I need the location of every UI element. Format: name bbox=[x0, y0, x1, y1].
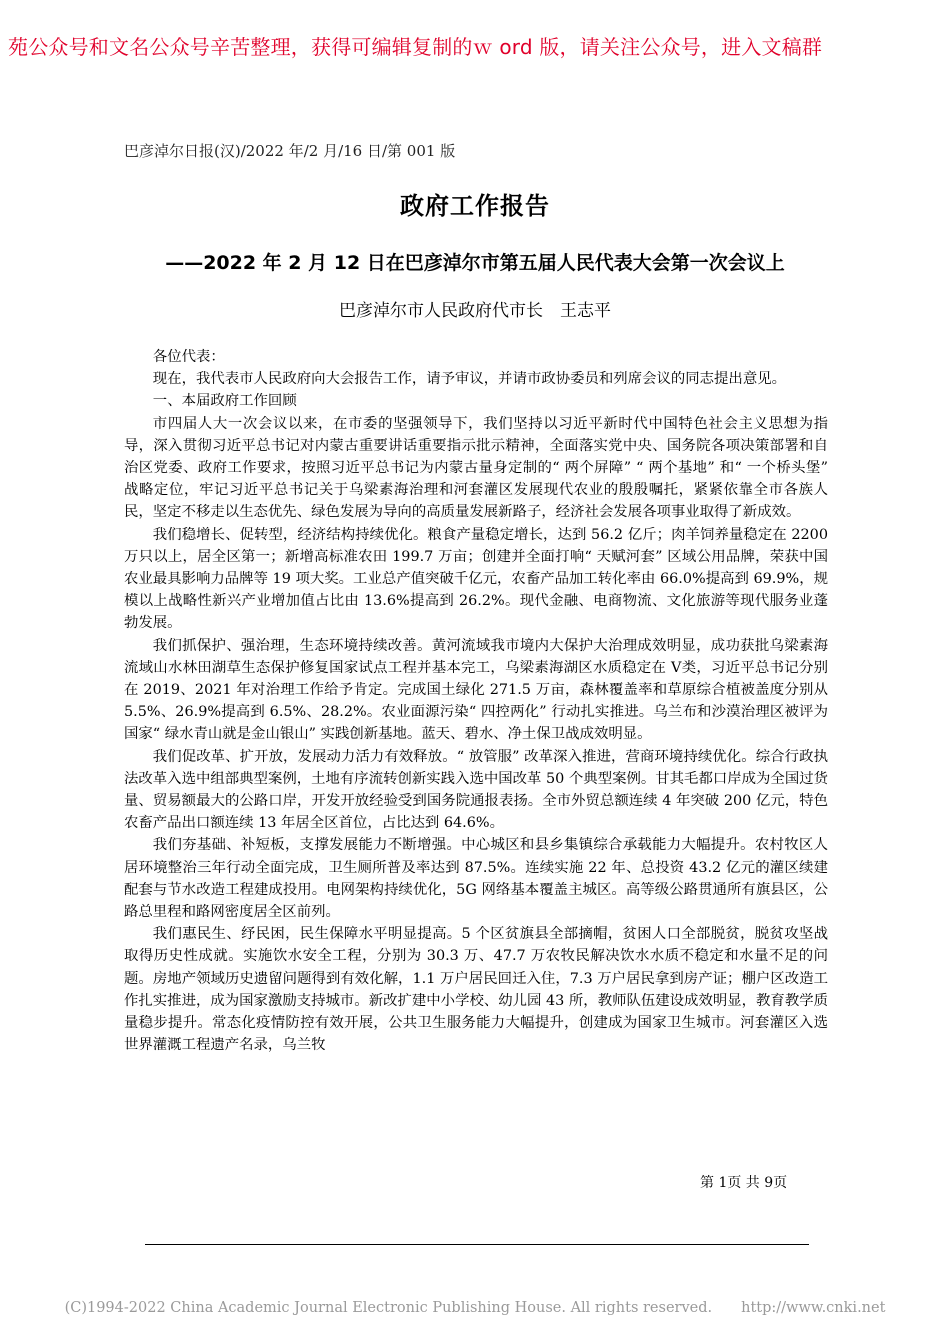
page-number: 第 1页 共 9页 bbox=[700, 1175, 788, 1191]
footer-divider bbox=[145, 1244, 809, 1245]
page-subtitle: ——2022 年 2 月 12 日在巴彦淖尔市第五届人民代表大会第一次会议上 bbox=[165, 252, 785, 274]
paragraph: 市四届人大一次会议以来，在市委的坚强领导下，我们坚持以习近平新时代中国特色社会主义思想为指导，深入贯彻习近平总书记对内蒙古重要讲话重要指示批示精神，全面落实党中央、国务院各项决策部署和自治区党委、政府工作要求，按照习近平总书记为内蒙古量身定制的“ 两个屏障” “ 两个基地” 和“ 一个桥头堡” 战略定位，牢记习近平总书记关于乌梁素海治理和河套灌区发展现代农业的殷殷嘱托，紧紧依靠全市各族人民，坚定不移走以生态优先、绿色发展为导向的高质量发展新路子，经济社会发展各项事业取得了新成效。 bbox=[124, 415, 828, 521]
promo-banner: 苑公众号和文名公众号辛苦整理，获得可编辑复制的ｗ ord 版，请关注公众号，进入文稿群 bbox=[8, 35, 823, 59]
paragraph: 我们惠民生、纾民困，民生保障水平明显提高。5 个区贫旗县全部摘帽，贫困人口全部脱贫，脱贫攻坚战取得历史性成就。实施饮水安全工程，分别为 30.3 万、47.7 万农牧民解决饮水水质不稳定和水量不足的问题。房地产领域历史遗留问题得到有效化解，1.1 万户居民回迁入住，7.3 万户居民拿到房产证；棚户区改造工作扎实推进，成为国家激励支持城市。新改扩建中小学校、幼儿园 43 所，教师队伍建设成效明显，教育教学质量稳步提升。常态化疫情防控有效开展，公共卫生服务能力大幅提升，创建成为国家卫生城市。河套灌区入选世界灌溉工程遗产名录，乌兰牧 bbox=[124, 926, 828, 1054]
section-heading: 一、本届政府工作回顾 bbox=[152, 393, 297, 410]
page-title: 政府工作报告 bbox=[400, 192, 550, 220]
document-body bbox=[124, 346, 828, 1057]
source-line: 巴彦淖尔日报(汉)/2022 年/2 月/16 日/第 001 版 bbox=[124, 142, 456, 160]
paragraph: 现在，我代表市人民政府向大会报告工作，请予审议，并请市政协委员和列席会议的同志提出意见。 bbox=[152, 371, 786, 388]
copyright-notice: (C)1994-2022 China Academic Journal Electronic Publishing House. All rights reserved. http://www.cnki.net bbox=[64, 1300, 886, 1316]
author-line: 巴彦淖尔市人民政府代市长 王志平 bbox=[339, 301, 611, 321]
paragraph: 我们夯基础、补短板，支撑发展能力不断增强。中心城区和县乡集镇综合承载能力大幅提升。农村牧区人居环境整治三年行动全面完成，卫生厕所普及率达到 87.5%。连续实施 22 年、总投资 43.2 亿元的灌区续建配套与节水改造工程建成投用。电网架构持续优化，5G 网络基本覆盖主城区。高等级公路贯通所有旗县区，公路总里程和路网密度居全区前列。 bbox=[124, 837, 828, 921]
paragraph: 我们促改革、扩开放，发展动力活力有效释放。“ 放管服” 改革深入推进，营商环境持续优化。综合行政执法改革入选中组部典型案例，土地有序流转创新实践入选中国改革 50 个典型案例。甘其毛都口岸成为全国过货量、贸易额最大的公路口岸，开发开放经验受到国务院通报表扬。全市外贸总额连续 4 年突破 200 亿元，特色农畜产品出口额连续 13 年居全区首位，占比达到 64.6%。 bbox=[124, 748, 828, 832]
paragraph: 我们稳增长、促转型，经济结构持续优化。粮食产量稳定增长，达到 56.2 亿斤；肉羊饲养量稳定在 2200 万只以上，居全区第一；新增高标准农田 199.7 万亩；创建并全面打响“ 天赋河套” 区域公用品牌，荣获中国农业最具影响力品牌等 19 项大奖。工业总产值突破千亿元，农畜产品加工转化率由 66.0%提高到 69.9%，规模以上战略性新兴产业增加值占比由 13.6%提高到 26.2%。现代金融、电商物流、文化旅游等现代服务业蓬勃发展。 bbox=[124, 526, 828, 632]
salutation: 各位代表： bbox=[152, 349, 225, 365]
paragraph: 我们抓保护、强治理，生态环境持续改善。黄河流域我市境内大保护大治理成效明显，成功获批乌梁素海流域山水林田湖草生态保护修复国家试点工程并基本完工，乌梁素海湖区水质稳定在 Ⅴ类，习近平总书记分别在 2019、2021 年对治理工作给予肯定。完成国土绿化 271.5 万亩，森林覆盖率和草原综合植被盖度分别从 5.5%、26.9%提高到 6.5%、28.2%。农业面源污染“ 四控两化” 行动扎实推进。乌兰布和沙漠治理区被评为国家“ 绿水青山就是金山银山” 实践创新基地。蓝天、碧水、净土保卫战成效明显。 bbox=[124, 637, 828, 743]
